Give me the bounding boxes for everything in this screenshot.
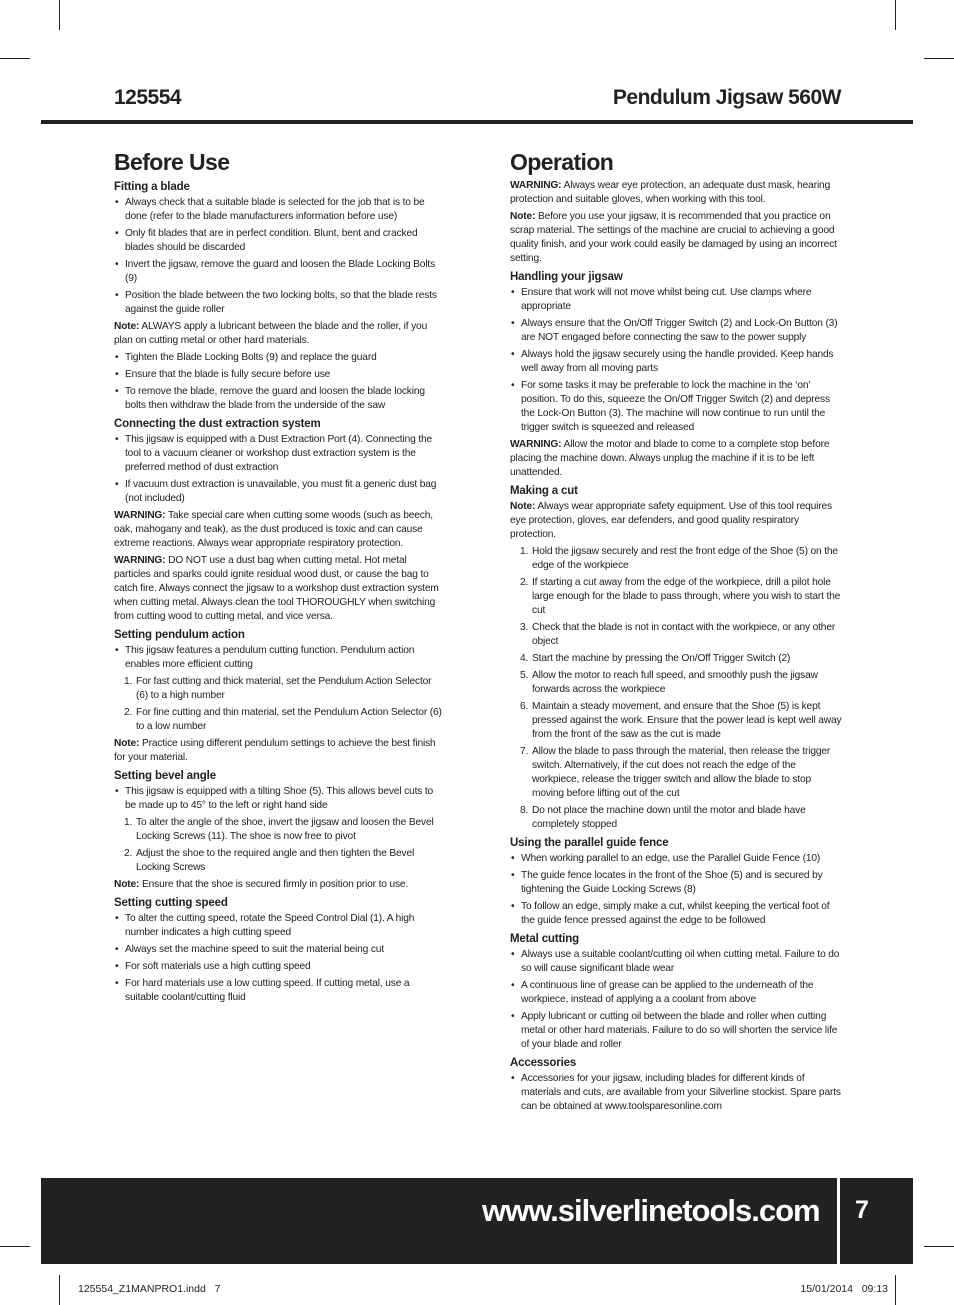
subheading-handling: Handling your jigsaw: [510, 271, 623, 283]
step-number: 2.: [520, 577, 529, 588]
note-text: Practice using different pendulum settings to achieve the best finish for your material.: [114, 738, 436, 763]
slug-filename: 125554_Z1MANPRO1.indd 7: [78, 1283, 221, 1295]
numbered-step: [510, 669, 842, 697]
list-item: • Always use a suitable coolant/cutting oil when cutting metal. Failure to do so will cause significant blade wear: [510, 948, 842, 976]
step-text: Allow the blade to pass through the material, then release the trigger switch. Alternatively, if the cut does not reach the edge of the workpiece, release the trigger switch and allow the blade to stop moving before lifting out of the cut: [532, 746, 831, 799]
warning-label: WARNING:: [510, 180, 562, 191]
page-number: 7: [855, 1196, 869, 1224]
warning-label: WARNING:: [114, 555, 166, 566]
step-number: 8.: [520, 805, 529, 816]
list-item: • For some tasks it may be preferable to lock the machine in the ‘on’ position. To do this, squeeze the On/Off Trigger Switch (2) and depress the Lock-On Button (3). The machine will now continue to run until the trigger switch is squeezed and released: [510, 379, 842, 435]
list-item: • Always ensure that the On/Off Trigger Switch (2) and Lock-On Button (3) are NOT engaged before connecting the saw to the power supply: [510, 317, 842, 345]
section-title-operation: Operation: [510, 149, 614, 175]
note-text: Always wear appropriate safety equipment. Use of this tool requires eye protection, gloves, ear defenders, and good quality respiratory protection.: [510, 501, 833, 540]
numbered-step: [510, 700, 842, 742]
list-item: • Ensure that the blade is fully secure before use: [114, 368, 444, 382]
step-text: For fine cutting and thin material, set the Pendulum Action Selector (6) to a low number: [136, 707, 442, 732]
warning-text: DO NOT use a dust bag when cutting metal. Hot metal particles and sparks could ignite residual wood dust, or cause the bag to catch fire. Always connect the jigsaw to a workshop dust extraction system when cutting metal. Always clean the tool THOROUGHLY when switching from cutting wood to cutting metal, and vice versa.: [114, 555, 439, 622]
section-title-before-use: Before Use: [114, 149, 230, 175]
warning-text: Allow the motor and blade to come to a complete stop before placing the machine down. Always unplug the machine if it is to be left unattended.: [510, 439, 830, 478]
step-number: 2.: [124, 848, 133, 859]
subheading-pendulum: Setting pendulum action: [114, 629, 245, 641]
note: [114, 737, 444, 765]
list-item: • This jigsaw features a pendulum cutting function. Pendulum action enables more efficient cutting: [114, 644, 444, 672]
subheading-guide-fence: Using the parallel guide fence: [510, 837, 669, 849]
crop-mark: [924, 58, 954, 59]
list-item: • Only fit blades that are in perfect condition. Blunt, bent and cracked blades should be discarded: [114, 227, 444, 255]
footer-website-url: www.silverlinetools.com: [482, 1193, 820, 1228]
subheading-fitting-blade: Fitting a blade: [114, 181, 190, 193]
numbered-step: [114, 847, 444, 875]
list-item: • This jigsaw is equipped with a Dust Extraction Port (4). Connecting the tool to a vacuum cleaner or workshop dust extraction system is the preferred method of dust extraction: [114, 433, 444, 475]
step-number: 1.: [124, 676, 133, 687]
note-text: ALWAYS apply a lubricant between the blade and the roller, if you plan on cutting metal or other hard materials.: [114, 321, 428, 346]
step-text: If starting a cut away from the edge of the workpiece, drill a pilot hole large enough for the blade to pass through, where you wish to start the cut: [532, 577, 841, 616]
warning-text: Always wear eye protection, an adequate dust mask, hearing protection and suitable gloves, when working with this tool.: [510, 180, 831, 205]
list-item: • A continuous line of grease can be applied to the underneath of the workpiece, instead of applying a a coolant from above: [510, 979, 842, 1007]
subheading-metal-cutting: Metal cutting: [510, 933, 579, 945]
crop-mark: [0, 58, 30, 59]
warning: [510, 438, 842, 480]
note: [114, 878, 444, 892]
list-item: • Always check that a suitable blade is selected for the job that is to be done (refer to the blade manufacturers information before use): [114, 196, 444, 224]
list-item: • Apply lubricant or cutting oil between the blade and roller when cutting metal or other hard materials. Failure to do so will shorten the service life of your blade and roller: [510, 1010, 842, 1052]
subheading-speed: Setting cutting speed: [114, 897, 228, 909]
crop-mark: [0, 1246, 30, 1247]
crop-mark: [895, 0, 896, 30]
note-label: Note:: [114, 879, 140, 890]
product-title: Pendulum Jigsaw 560W: [612, 86, 841, 109]
note-text: Ensure that the shoe is secured firmly in position prior to use.: [141, 879, 409, 890]
numbered-step: [510, 804, 842, 832]
list-item: • To remove the blade, remove the guard and loosen the blade locking bolts then withdraw the blade from the underside of the saw: [114, 385, 444, 413]
list-item: • For hard materials use a low cutting speed. If cutting metal, use a suitable coolant/cutting fluid: [114, 977, 444, 1005]
numbered-step: [510, 621, 842, 649]
operation-column: [510, 148, 842, 1117]
step-number: 5.: [520, 670, 529, 681]
list-item: • This jigsaw is equipped with a tilting Shoe (5). This allows bevel cuts to be made up to 45° to the left or right hand side: [114, 785, 444, 813]
warning: [510, 179, 842, 207]
warning-label: WARNING:: [510, 439, 562, 450]
warning: [114, 509, 444, 551]
note: [114, 320, 444, 348]
numbered-step: [114, 706, 444, 734]
before-use-column: [114, 148, 444, 1008]
step-text: Do not place the machine down until the motor and blade have completely stopped: [532, 805, 806, 830]
slug-datetime: 15/01/2014 09:13: [800, 1283, 888, 1295]
step-number: 3.: [520, 622, 529, 633]
subheading-dust-extraction: Connecting the dust extraction system: [114, 418, 321, 430]
list-item: • If vacuum dust extraction is unavailable, you must fit a generic dust bag (not included): [114, 478, 444, 506]
list-item: • The guide fence locates in the front of the Shoe (5) and is secured by tightening the Guide Locking Screws (8): [510, 869, 842, 897]
numbered-step: [510, 576, 842, 618]
step-text: Start the machine by pressing the On/Off Trigger Switch (2): [532, 653, 791, 664]
subheading-making-cut: Making a cut: [510, 485, 578, 497]
crop-mark: [59, 1275, 60, 1305]
numbered-step: [510, 545, 842, 573]
numbered-step: [114, 816, 444, 844]
step-number: 4.: [520, 653, 529, 664]
numbered-step: [510, 745, 842, 801]
subheading-bevel: Setting bevel angle: [114, 770, 216, 782]
step-number: 7.: [520, 746, 529, 757]
subheading-accessories: Accessories: [510, 1057, 577, 1069]
step-number: 1.: [124, 817, 133, 828]
warning-text: Take special care when cutting some woods (such as beech, oak, mahogany and teak), as the dust produced is toxic and can cause extreme reactions. Always wear appropriate respiratory protection.: [114, 510, 433, 549]
footer-divider: [837, 1178, 840, 1264]
list-item: • Ensure that work will not move whilst being cut. Use clamps where appropriate: [510, 286, 842, 314]
step-number: 2.: [124, 707, 133, 718]
crop-mark: [59, 0, 60, 30]
header-rule: [41, 120, 913, 124]
list-item: • To follow an edge, simply make a cut, whilst keeping the vertical foot of the guide fence pressed against the edge to be followed: [510, 900, 842, 928]
note: [510, 500, 842, 542]
list-item: • To alter the cutting speed, rotate the Speed Control Dial (1). A high number indicates a high cutting speed: [114, 912, 444, 940]
list-item: • Always hold the jigsaw securely using the handle provided. Keep hands well away from all moving parts: [510, 348, 842, 376]
list-item: • Tighten the Blade Locking Bolts (9) and replace the guard: [114, 351, 444, 365]
crop-mark: [895, 1275, 896, 1305]
step-text: To alter the angle of the shoe, invert the jigsaw and loosen the Bevel Locking Screws (11). The shoe is now free to pivot: [136, 817, 434, 842]
numbered-step: [510, 652, 842, 666]
product-code: 125554: [114, 86, 182, 109]
warning-label: WARNING:: [114, 510, 166, 521]
step-text: Check that the blade is not in contact with the workpiece, or any other object: [532, 622, 836, 647]
note-label: Note:: [114, 321, 140, 332]
list-item: • Position the blade between the two locking bolts, so that the blade rests against the guide roller: [114, 289, 444, 317]
note: [510, 210, 842, 266]
list-item: • When working parallel to an edge, use the Parallel Guide Fence (10): [510, 852, 842, 866]
step-text: Allow the motor to reach full speed, and smoothly push the jigsaw forwards across the workpiece: [532, 670, 818, 695]
note-label: Note:: [510, 211, 536, 222]
note-label: Note:: [114, 738, 140, 749]
step-text: For fast cutting and thick material, set the Pendulum Action Selector (6) to a high number: [136, 676, 432, 701]
step-number: 6.: [520, 701, 529, 712]
list-item: • For soft materials use a high cutting speed: [114, 960, 444, 974]
note-text: Before you use your jigsaw, it is recommended that you practice on scrap material. The settings of the machine are crucial to achieving a good quality finish, and your work could easily be damaged by using an incorrect setting.: [510, 211, 837, 264]
warning: [114, 554, 444, 624]
list-item: • Invert the jigsaw, remove the guard and loosen the Blade Locking Bolts (9): [114, 258, 444, 286]
step-text: Adjust the shoe to the required angle and then tighten the Bevel Locking Screws: [136, 848, 415, 873]
step-text: Hold the jigsaw securely and rest the front edge of the Shoe (5) on the edge of the workpiece: [532, 546, 838, 571]
crop-mark: [924, 1246, 954, 1247]
note-label: Note:: [510, 501, 536, 512]
numbered-step: [114, 675, 444, 703]
list-item: • Always set the machine speed to suit the material being cut: [114, 943, 444, 957]
step-text: Maintain a steady movement, and ensure that the Shoe (5) is kept pressed against the work. Ensure that the power lead is kept well away from the front of the saw as the cut is made: [532, 701, 842, 740]
list-item: • Accessories for your jigsaw, including blades for different kinds of materials and cuts, are available from your Silverline stockist. Spare parts can be obtained at www.toolsparesonline.com: [510, 1072, 842, 1114]
step-number: 1.: [520, 546, 529, 557]
